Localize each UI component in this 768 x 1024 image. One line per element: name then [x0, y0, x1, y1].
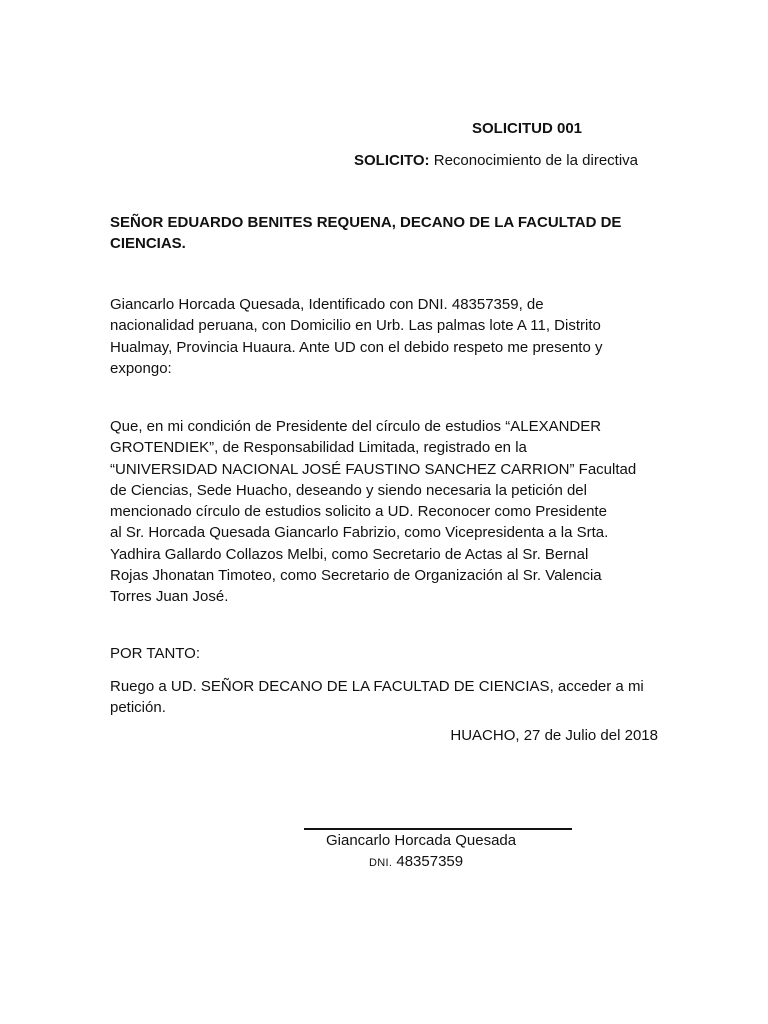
signature-id-label: DNI.	[369, 857, 393, 869]
subject-label: SOLICITO:	[354, 152, 430, 169]
addressee-line: CIENCIAS.	[110, 235, 186, 253]
signature-id	[369, 853, 463, 870]
body-line: GROTENDIEK”, de Responsabilidad Limitada, registrado en la	[110, 439, 527, 457]
addressee	[110, 212, 660, 255]
intro-paragraph	[110, 294, 660, 379]
subject-line	[354, 152, 638, 169]
body-line: al Sr. Horcada Quesada Giancarlo Fabrizio, como Vicepresidenta a la Srta.	[110, 524, 609, 542]
intro-line: expongo:	[110, 359, 172, 377]
intro-line: Hualmay, Provincia Huaura. Ante UD con el debido respeto me presento y	[110, 338, 603, 356]
signature-id-number: 48357359	[396, 853, 464, 870]
request-paragraph	[110, 676, 660, 719]
body-line: Que, en mi condición de Presidente del círculo de estudios “ALEXANDER	[110, 418, 602, 435]
body-line: mencionado círculo de estudios solicito a UD. Reconocer como Presidente	[110, 503, 607, 521]
body-line: “UNIVERSIDAD NACIONAL JOSÉ FAUSTINO SANCHEZ CARRION” Facultad	[110, 460, 637, 478]
body-line: de Ciencias, Sede Huacho, deseando y siendo necesaria la petición del	[110, 481, 587, 499]
addressee-line: SEÑOR EDUARDO BENITES REQUENA, DECANO DE LA FACULTAD DE	[110, 214, 622, 231]
intro-line: Giancarlo Horcada Quesada, Identificado con DNI. 48357359, de	[110, 296, 544, 313]
signature-name: Giancarlo Horcada Quesada	[326, 832, 517, 849]
por-tanto: POR TANTO:	[110, 645, 201, 662]
body-line: Torres Juan José.	[110, 588, 229, 606]
document-number: SOLICITUD 001	[472, 120, 583, 137]
body-line: Rojas Jhonatan Timoteo, como Secretario de Organización al Sr. Valencia	[110, 567, 602, 585]
request-line: petición.	[110, 699, 166, 717]
body-line: Yadhira Gallardo Collazos Melbi, como Secretario de Actas al Sr. Bernal	[110, 545, 589, 563]
request-line: Ruego a UD. SEÑOR DECANO DE LA FACULTAD DE CIENCIAS, acceder a mi	[110, 678, 644, 695]
body-paragraph	[110, 416, 660, 608]
signature-line	[304, 828, 572, 830]
intro-line: nacionalidad peruana, con Domicilio en Urb. Las palmas lote A 11, Distrito	[110, 317, 601, 335]
subject-text: Reconocimiento de la directiva	[433, 152, 639, 169]
place-date: HUACHO, 27 de Julio del 2018	[450, 727, 658, 744]
